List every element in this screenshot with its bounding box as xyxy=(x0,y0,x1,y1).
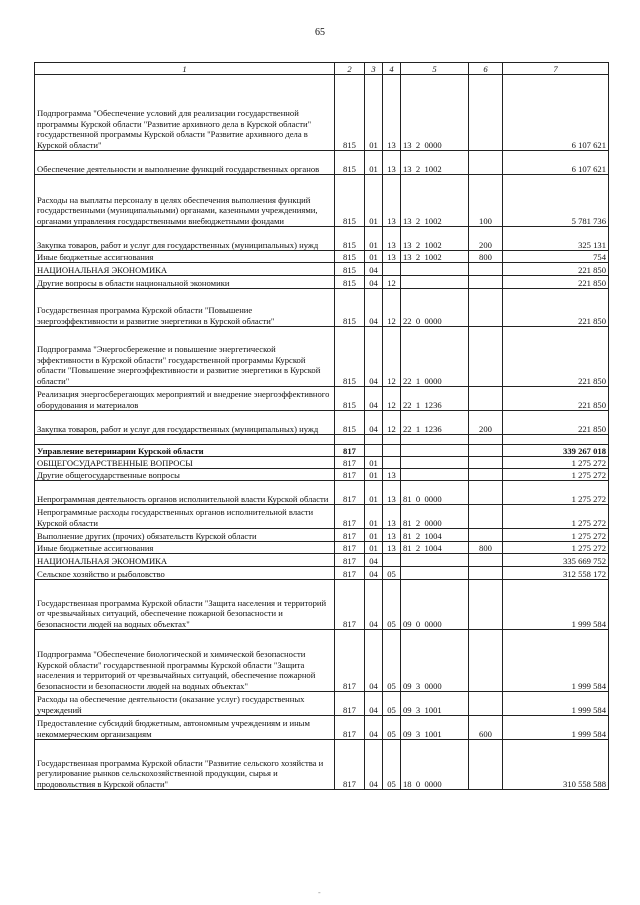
row-grbs-code: 817 xyxy=(335,529,365,542)
row-grbs-code: 815 xyxy=(335,411,365,435)
row-target-code: 13 2 1002 xyxy=(401,251,469,263)
row-section-code xyxy=(365,445,383,457)
row-subsection-code: 13 xyxy=(383,505,401,529)
row-grbs-code: 815 xyxy=(335,276,365,289)
row-name: Обеспечение деятельности и выполнение функций государственных органов xyxy=(35,151,335,175)
row-grbs-code: 815 xyxy=(335,327,365,387)
row-section-code: 01 xyxy=(365,529,383,542)
row-name: Иные бюджетные ассигнования xyxy=(35,251,335,263)
row-target-code xyxy=(401,554,469,567)
row-name: Государственная программа Курской области "Развитие сельского хозяйства и регулирование рынков сельскохозяйственной продукции, сырья и продовольствия в Курской области" xyxy=(35,740,335,790)
row-grbs-code: 817 xyxy=(335,630,365,692)
row-name: Расходы на обеспечение деятельности (оказание услуг) государственных учреждений xyxy=(35,692,335,716)
row-target-code: 09 0 0000 xyxy=(401,580,469,630)
row-amount: 339 267 018 xyxy=(503,445,609,457)
row-amount: 1 275 272 xyxy=(503,542,609,554)
row-name: Закупка товаров, работ и услуг для государственных (муниципальных) нужд xyxy=(35,227,335,251)
row-section-code: 04 xyxy=(365,327,383,387)
row-target-code xyxy=(401,457,469,469)
row-target-code: 13 2 1002 xyxy=(401,151,469,175)
row-expense-type xyxy=(469,554,503,567)
row-amount: 325 131 xyxy=(503,227,609,251)
row-amount: 6 107 621 xyxy=(503,151,609,175)
row-subsection-code: 05 xyxy=(383,692,401,716)
table-row xyxy=(35,227,609,251)
row-grbs-code: 815 xyxy=(335,289,365,327)
row-section-code: 04 xyxy=(365,276,383,289)
row-amount: 221 850 xyxy=(503,289,609,327)
row-expense-type: 200 xyxy=(469,411,503,435)
header-row xyxy=(35,63,609,75)
row-target-code: 13 2 1002 xyxy=(401,227,469,251)
table-body xyxy=(35,75,609,790)
row-name: Подпрограмма "Обеспечение биологической и химической безопасности Курской области" государственной программы Курской области "Защита населения и территорий от чрезвычайных ситуаций, обеспечение пожарной безопасности и безопасности людей на водных объектах" xyxy=(35,630,335,692)
row-amount: 1 999 584 xyxy=(503,580,609,630)
row-amount: 221 850 xyxy=(503,276,609,289)
row-section-code: 04 xyxy=(365,263,383,276)
row-subsection-code xyxy=(383,445,401,457)
row-section-code: 01 xyxy=(365,542,383,554)
row-subsection-code: 12 xyxy=(383,387,401,411)
table-row xyxy=(35,481,609,505)
row-subsection-code xyxy=(383,263,401,276)
row-target-code: 22 1 1236 xyxy=(401,411,469,435)
header-col-1: 1 xyxy=(35,63,335,75)
table-row xyxy=(35,580,609,630)
row-grbs-code: 817 xyxy=(335,505,365,529)
row-grbs-code: 817 xyxy=(335,554,365,567)
row-name: Расходы на выплаты персоналу в целях обеспечения выполнения функций государственными (муниципальными) органами, казенными учреждениями, органами управления государственными внебюджетными фондами xyxy=(35,175,335,227)
row-amount: 221 850 xyxy=(503,387,609,411)
row-subsection-code xyxy=(383,435,401,445)
row-section-code: 04 xyxy=(365,567,383,580)
row-section-code: 04 xyxy=(365,630,383,692)
row-expense-type xyxy=(469,327,503,387)
table-row xyxy=(35,716,609,740)
table-row xyxy=(35,75,609,151)
table-row xyxy=(35,554,609,567)
table-row xyxy=(35,505,609,529)
row-section-code: 04 xyxy=(365,289,383,327)
table-row xyxy=(35,445,609,457)
row-target-code: 09 3 0000 xyxy=(401,630,469,692)
row-section-code: 01 xyxy=(365,75,383,151)
row-section-code: 01 xyxy=(365,505,383,529)
footer-mark: - xyxy=(318,888,321,897)
row-expense-type xyxy=(469,276,503,289)
row-amount: 6 107 621 xyxy=(503,75,609,151)
row-section-code xyxy=(365,435,383,445)
row-expense-type xyxy=(469,435,503,445)
table-row xyxy=(35,276,609,289)
row-subsection-code: 13 xyxy=(383,529,401,542)
row-section-code: 01 xyxy=(365,251,383,263)
row-expense-type xyxy=(469,75,503,151)
row-expense-type xyxy=(469,505,503,529)
row-amount: 1 999 584 xyxy=(503,692,609,716)
row-grbs-code: 817 xyxy=(335,469,365,481)
row-expense-type xyxy=(469,630,503,692)
row-grbs-code: 817 xyxy=(335,457,365,469)
row-subsection-code: 13 xyxy=(383,542,401,554)
row-section-code: 01 xyxy=(365,481,383,505)
table-row xyxy=(35,411,609,435)
row-expense-type xyxy=(469,387,503,411)
row-target-code xyxy=(401,445,469,457)
row-target-code: 09 3 1001 xyxy=(401,692,469,716)
row-grbs-code: 815 xyxy=(335,175,365,227)
row-name: НАЦИОНАЛЬНАЯ ЭКОНОМИКА xyxy=(35,554,335,567)
budget-table xyxy=(34,62,609,790)
row-expense-type: 800 xyxy=(469,542,503,554)
row-grbs-code: 817 xyxy=(335,481,365,505)
row-section-code: 01 xyxy=(365,227,383,251)
row-amount: 221 850 xyxy=(503,327,609,387)
row-amount: 221 850 xyxy=(503,411,609,435)
row-expense-type xyxy=(469,151,503,175)
row-name: Закупка товаров, работ и услуг для государственных (муниципальных) нужд xyxy=(35,411,335,435)
header-col-4: 4 xyxy=(383,63,401,75)
row-section-code: 04 xyxy=(365,716,383,740)
row-target-code xyxy=(401,263,469,276)
row-expense-type xyxy=(469,289,503,327)
row-section-code: 04 xyxy=(365,740,383,790)
row-target-code: 81 2 0000 xyxy=(401,505,469,529)
row-name: Предоставление субсидий бюджетным, автономным учреждениям и иным некоммерческим организациям xyxy=(35,716,335,740)
row-target-code: 22 1 1236 xyxy=(401,387,469,411)
row-subsection-code: 13 xyxy=(383,469,401,481)
table-row xyxy=(35,263,609,276)
row-name: Управление ветеринарии Курской области xyxy=(35,445,335,457)
row-name: Реализация энергосберегающих мероприятий и внедрение энергоэффективного оборудования и материалов xyxy=(35,387,335,411)
row-amount: 335 669 752 xyxy=(503,554,609,567)
row-grbs-code: 815 xyxy=(335,263,365,276)
row-amount: 1 275 272 xyxy=(503,529,609,542)
row-target-code: 22 1 0000 xyxy=(401,327,469,387)
row-grbs-code: 815 xyxy=(335,75,365,151)
row-amount: 1 999 584 xyxy=(503,630,609,692)
row-grbs-code: 815 xyxy=(335,151,365,175)
row-amount: 1 275 272 xyxy=(503,481,609,505)
table-row xyxy=(35,567,609,580)
row-name xyxy=(35,435,335,445)
row-amount: 310 558 588 xyxy=(503,740,609,790)
row-grbs-code: 817 xyxy=(335,692,365,716)
row-target-code: 22 0 0000 xyxy=(401,289,469,327)
row-section-code: 04 xyxy=(365,554,383,567)
row-section-code: 04 xyxy=(365,411,383,435)
row-name: Выполнение других (прочих) обязательств Курской области xyxy=(35,529,335,542)
row-amount: 1 275 272 xyxy=(503,469,609,481)
row-subsection-code xyxy=(383,554,401,567)
row-amount: 1 275 272 xyxy=(503,505,609,529)
row-expense-type xyxy=(469,457,503,469)
row-section-code: 04 xyxy=(365,580,383,630)
table-row xyxy=(35,435,609,445)
row-target-code: 13 2 0000 xyxy=(401,75,469,151)
row-grbs-code: 817 xyxy=(335,567,365,580)
row-section-code: 01 xyxy=(365,151,383,175)
row-expense-type xyxy=(469,580,503,630)
row-target-code: 81 2 1004 xyxy=(401,542,469,554)
table-row xyxy=(35,251,609,263)
row-subsection-code xyxy=(383,457,401,469)
row-expense-type xyxy=(469,567,503,580)
row-subsection-code: 05 xyxy=(383,580,401,630)
row-target-code: 09 3 1001 xyxy=(401,716,469,740)
row-subsection-code: 13 xyxy=(383,481,401,505)
table-row xyxy=(35,529,609,542)
row-name: Другие вопросы в области национальной экономики xyxy=(35,276,335,289)
row-section-code: 04 xyxy=(365,692,383,716)
row-target-code xyxy=(401,567,469,580)
header-col-7: 7 xyxy=(503,63,609,75)
row-expense-type xyxy=(469,529,503,542)
row-name: Другие общегосударственные вопросы xyxy=(35,469,335,481)
row-target-code: 13 2 1002 xyxy=(401,175,469,227)
row-subsection-code: 13 xyxy=(383,227,401,251)
row-expense-type: 600 xyxy=(469,716,503,740)
row-amount: 1 999 584 xyxy=(503,716,609,740)
header-col-5: 5 xyxy=(401,63,469,75)
table-row xyxy=(35,289,609,327)
row-grbs-code: 817 xyxy=(335,580,365,630)
row-section-code: 04 xyxy=(365,387,383,411)
row-grbs-code: 815 xyxy=(335,227,365,251)
row-name: ОБЩЕГОСУДАРСТВЕННЫЕ ВОПРОСЫ xyxy=(35,457,335,469)
row-subsection-code: 13 xyxy=(383,151,401,175)
row-name: Непрограммные расходы государственных органов исполнительной власти Курской области xyxy=(35,505,335,529)
row-subsection-code: 13 xyxy=(383,251,401,263)
table-row xyxy=(35,175,609,227)
row-expense-type: 200 xyxy=(469,227,503,251)
row-section-code: 01 xyxy=(365,457,383,469)
row-target-code: 18 0 0000 xyxy=(401,740,469,790)
row-amount: 312 558 172 xyxy=(503,567,609,580)
row-expense-type xyxy=(469,263,503,276)
row-grbs-code: 817 xyxy=(335,542,365,554)
table-row xyxy=(35,387,609,411)
row-amount: 221 850 xyxy=(503,263,609,276)
row-grbs-code xyxy=(335,435,365,445)
row-expense-type xyxy=(469,469,503,481)
table-row xyxy=(35,542,609,554)
header-col-2: 2 xyxy=(335,63,365,75)
row-subsection-code: 05 xyxy=(383,630,401,692)
row-subsection-code: 13 xyxy=(383,175,401,227)
row-grbs-code: 815 xyxy=(335,387,365,411)
row-name: Подпрограмма "Обеспечение условий для реализации государственной программы Курской области "Развитие архивного дела в Курской области" государственной программы Курской области "Развитие архивного дела в Курской области" xyxy=(35,75,335,151)
row-name: НАЦИОНАЛЬНАЯ ЭКОНОМИКА xyxy=(35,263,335,276)
row-name: Подпрограмма "Энергосбережение и повышение энергетической эффективности в Курской области" государственной программы Курской области "Повышение энергоэффективности и развитие энергетики в Курской области" xyxy=(35,327,335,387)
table-row xyxy=(35,469,609,481)
table-row xyxy=(35,151,609,175)
header-col-6: 6 xyxy=(469,63,503,75)
table-row xyxy=(35,692,609,716)
row-amount: 1 275 272 xyxy=(503,457,609,469)
row-grbs-code: 815 xyxy=(335,251,365,263)
row-name: Государственная программа Курской области "Повышение энергоэффективности и развитие энергетики в Курской области" xyxy=(35,289,335,327)
row-subsection-code: 05 xyxy=(383,740,401,790)
table-row xyxy=(35,630,609,692)
row-target-code: 81 0 0000 xyxy=(401,481,469,505)
row-section-code: 01 xyxy=(365,175,383,227)
row-expense-type xyxy=(469,740,503,790)
row-target-code xyxy=(401,276,469,289)
row-expense-type xyxy=(469,481,503,505)
row-name: Иные бюджетные ассигнования xyxy=(35,542,335,554)
row-subsection-code: 12 xyxy=(383,276,401,289)
row-amount: 5 781 736 xyxy=(503,175,609,227)
row-subsection-code: 13 xyxy=(383,75,401,151)
row-subsection-code: 05 xyxy=(383,567,401,580)
row-section-code: 01 xyxy=(365,469,383,481)
row-subsection-code: 05 xyxy=(383,716,401,740)
row-grbs-code: 817 xyxy=(335,740,365,790)
table-row xyxy=(35,327,609,387)
page-number: 65 xyxy=(315,27,325,38)
row-amount xyxy=(503,435,609,445)
row-grbs-code: 817 xyxy=(335,445,365,457)
row-expense-type: 800 xyxy=(469,251,503,263)
table-row xyxy=(35,740,609,790)
row-expense-type xyxy=(469,445,503,457)
table-row xyxy=(35,457,609,469)
row-amount: 754 xyxy=(503,251,609,263)
row-expense-type xyxy=(469,692,503,716)
row-target-code xyxy=(401,469,469,481)
row-grbs-code: 817 xyxy=(335,716,365,740)
row-name: Непрограммная деятельность органов исполнительной власти Курской области xyxy=(35,481,335,505)
row-subsection-code: 12 xyxy=(383,411,401,435)
row-subsection-code: 12 xyxy=(383,327,401,387)
row-name: Государственная программа Курской области "Защита населения и территорий от чрезвычайных ситуаций, обеспечение пожарной безопасности и безопасности людей на водных объектах" xyxy=(35,580,335,630)
row-name: Сельское хозяйство и рыболовство xyxy=(35,567,335,580)
header-col-3: 3 xyxy=(365,63,383,75)
row-subsection-code: 12 xyxy=(383,289,401,327)
row-target-code xyxy=(401,435,469,445)
row-target-code: 81 2 1004 xyxy=(401,529,469,542)
row-expense-type: 100 xyxy=(469,175,503,227)
